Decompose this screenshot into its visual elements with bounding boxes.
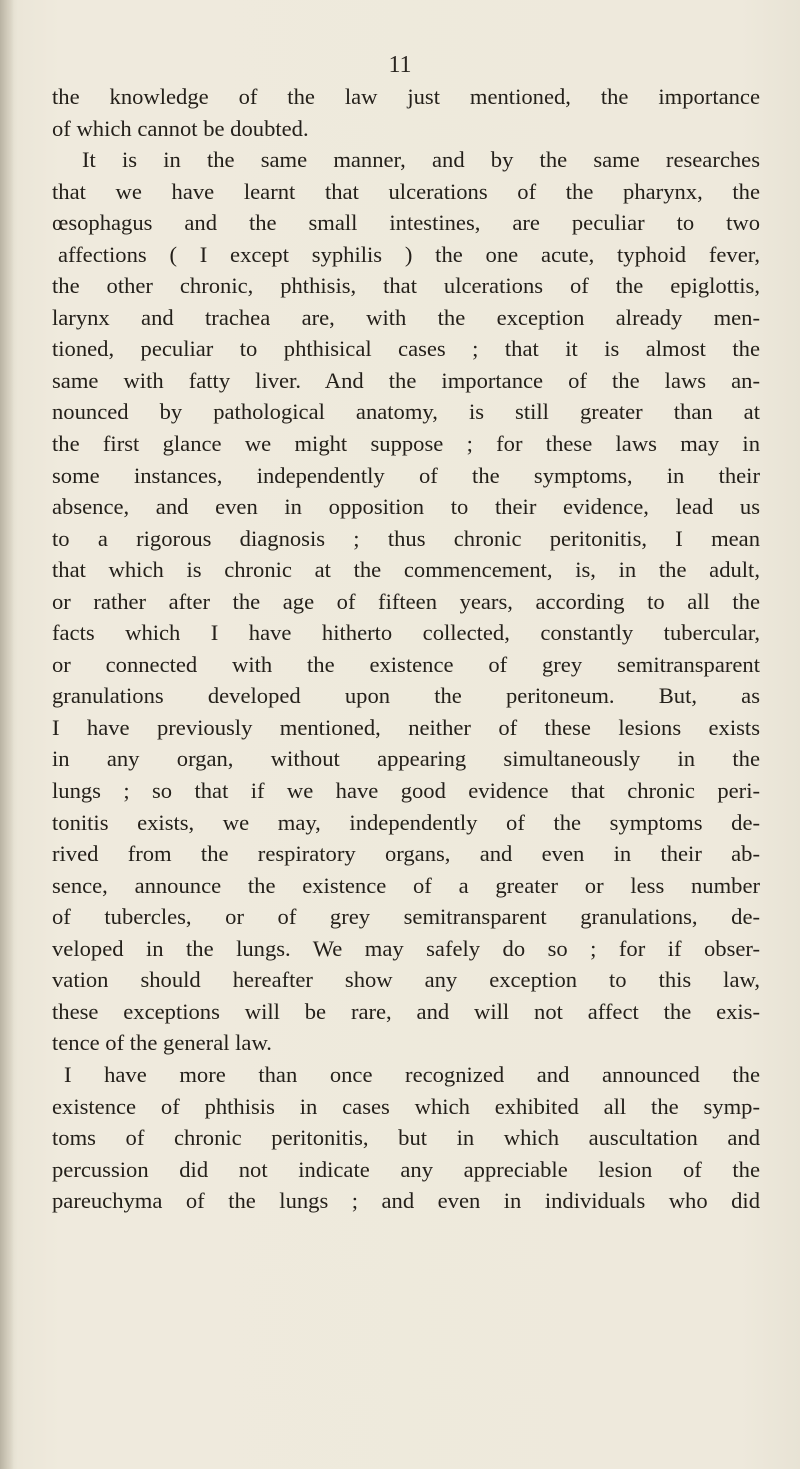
- text-line: percussion did not indicate any appreciable lesion of the: [52, 1156, 760, 1182]
- text-line: of which cannot be doubted.: [52, 115, 309, 141]
- text-line: œsophagus and the small intestines, are peculiar to two: [52, 210, 760, 236]
- text-line: vation should hereafter show any exception to this law,: [52, 967, 760, 993]
- text-line: pareuchyma of the lungs ; and even in individuals who did: [52, 1188, 760, 1214]
- text-line: lungs ; so that if we have good evidence that chronic peri-: [52, 778, 760, 804]
- text-line: toms of chronic peritonitis, but in which auscultation and: [52, 1125, 760, 1151]
- text-line: to a rigorous diagnosis ; thus chronic peritonitis, I mean: [52, 525, 760, 551]
- text-line: in any organ, without appearing simultaneously in the: [52, 746, 760, 772]
- text-line: rived from the respiratory organs, and even in their ab-: [52, 841, 760, 867]
- text-line: some instances, independently of the symptoms, in their: [52, 462, 760, 488]
- page-number: 11: [388, 52, 412, 78]
- text-line: tence of the general law.: [52, 1030, 272, 1056]
- text-line: existence of phthisis in cases which exhibited all the symp-: [52, 1093, 760, 1119]
- body-text: [52, 81, 760, 1217]
- text-line: the other chronic, phthisis, that ulcerations of the epiglottis,: [52, 273, 760, 299]
- text-line: same with fatty liver. And the importance of the laws an-: [52, 367, 760, 393]
- text-line: absence, and even in opposition to their evidence, lead us: [52, 494, 760, 520]
- text-line: tioned, peculiar to phthisical cases ; that it is almost the: [52, 336, 760, 362]
- text-line: affections ( I except syphilis ) the one acute, typhoid fever,: [58, 241, 760, 267]
- text-line: that we have learnt that ulcerations of the pharynx, the: [52, 178, 760, 204]
- text-line: or rather after the age of fifteen years, according to all the: [52, 588, 760, 614]
- text-line: nounced by pathological anatomy, is still greater than at: [52, 399, 760, 425]
- text-line: that which is chronic at the commencement, is, in the adult,: [52, 557, 760, 583]
- text-line: larynx and trachea are, with the exception already men-: [52, 304, 760, 330]
- text-line: the first glance we might suppose ; for these laws may in: [52, 431, 760, 457]
- text-line: granulations developed upon the peritoneum. But, as: [52, 683, 760, 709]
- text-line: of tubercles, or of grey semitransparent granulations, de-: [52, 904, 760, 930]
- text-line: sence, announce the existence of a greater or less number: [52, 872, 760, 898]
- text-line: facts which I have hitherto collected, constantly tubercular,: [52, 620, 760, 646]
- text-line: I have more than once recognized and announced the: [64, 1061, 760, 1087]
- page-gutter-shadow: [0, 0, 14, 1469]
- text-line: tonitis exists, we may, independently of the symptoms de-: [52, 809, 760, 835]
- text-line: the knowledge of the law just mentioned, the importance: [52, 84, 760, 109]
- text-line: or connected with the existence of grey semitransparent: [52, 651, 760, 677]
- text-line: It is in the same manner, and by the same researches: [82, 147, 760, 173]
- text-line: I have previously mentioned, neither of these lesions exists: [52, 714, 760, 740]
- text-line: veloped in the lungs. We may safely do so ; for if obser-: [52, 935, 760, 961]
- text-line: these exceptions will be rare, and will not affect the exis-: [52, 998, 760, 1024]
